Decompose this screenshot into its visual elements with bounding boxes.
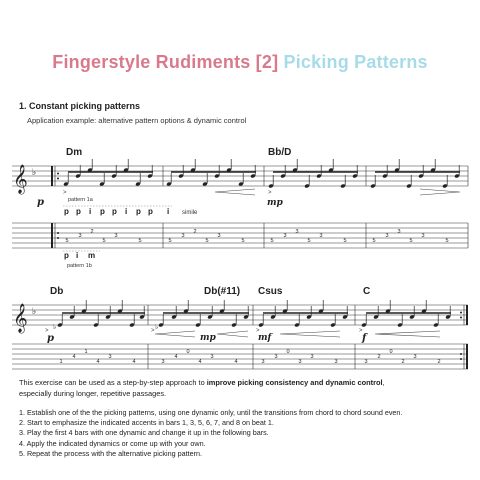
svg-text:4: 4 xyxy=(198,359,202,365)
tab-repeat-start xyxy=(52,223,59,248)
chord-symbol: Bb/D xyxy=(268,147,292,158)
svg-text:i: i xyxy=(167,207,170,216)
crescendo-hairpin xyxy=(217,331,248,337)
svg-text:3: 3 xyxy=(397,229,401,235)
svg-text:i: i xyxy=(89,207,92,216)
svg-text:p: p xyxy=(136,207,141,216)
svg-text:5: 5 xyxy=(307,238,311,244)
svg-text:5: 5 xyxy=(138,238,142,244)
emphasis-text: improve picking consistency and dynamic control xyxy=(206,378,383,387)
svg-text:3: 3 xyxy=(310,354,314,360)
measure-notes xyxy=(258,300,348,327)
svg-text:3: 3 xyxy=(319,233,323,239)
svg-text:3: 3 xyxy=(114,233,118,239)
svg-text:3: 3 xyxy=(181,233,185,239)
svg-text:4: 4 xyxy=(132,359,136,365)
key-signature-flat-icon: ♭ xyxy=(32,307,37,317)
svg-text:0: 0 xyxy=(389,349,393,355)
measure-notes xyxy=(361,300,451,327)
section-heading: 1. Constant picking patterns xyxy=(19,101,141,111)
dynamic-marking: p xyxy=(47,333,54,344)
simile-marking: simile xyxy=(182,210,198,216)
svg-text:1: 1 xyxy=(84,349,88,355)
svg-text:i: i xyxy=(125,207,128,216)
exercise-description: This exercise can be used as a step-by-step approach to improve picking consistency and dynamic control, especially during longer, repetitive passages. xyxy=(19,378,385,398)
picking-pattern-1a xyxy=(64,207,169,216)
chord-symbol: Db xyxy=(50,286,64,297)
svg-text:2: 2 xyxy=(401,359,405,365)
svg-text:3: 3 xyxy=(334,359,338,365)
system-1 xyxy=(12,147,468,269)
svg-text:>: > xyxy=(151,328,155,334)
svg-text:>: > xyxy=(256,328,260,334)
svg-text:4: 4 xyxy=(234,359,238,365)
system-2 xyxy=(12,286,468,369)
svg-text:2: 2 xyxy=(377,354,381,360)
svg-text:♭: ♭ xyxy=(155,324,159,331)
svg-text:4: 4 xyxy=(72,354,76,360)
svg-text:3: 3 xyxy=(108,354,112,360)
svg-text:5: 5 xyxy=(270,238,274,244)
svg-text:p: p xyxy=(112,207,117,216)
dynamic-marking: mf xyxy=(258,333,272,343)
svg-text:5: 5 xyxy=(409,238,413,244)
crescendo-hairpin xyxy=(280,331,340,337)
svg-text:5: 5 xyxy=(168,238,172,244)
tab-numbers xyxy=(65,229,448,244)
key-signature-flat-icon: ♭ xyxy=(32,168,37,178)
svg-text:p: p xyxy=(64,207,69,216)
list-item: 3. Play the first 4 bars with one dynamic and change it up in the following bars. xyxy=(19,428,269,438)
svg-text:m: m xyxy=(88,251,96,260)
measure-notes xyxy=(155,300,249,331)
decrescendo-hairpin xyxy=(420,189,460,195)
dynamic-marking: mp xyxy=(267,198,283,208)
tab-staff-lines xyxy=(12,344,468,369)
chord-symbol: Db(#11) xyxy=(204,286,241,297)
svg-text:5: 5 xyxy=(372,238,376,244)
title-part-2: Picking Patterns xyxy=(283,52,428,72)
svg-text:>: > xyxy=(359,328,363,334)
svg-text:5: 5 xyxy=(241,238,245,244)
svg-text:>: > xyxy=(45,328,49,334)
crescendo-hairpin xyxy=(375,331,440,337)
svg-text:3: 3 xyxy=(78,233,82,239)
svg-text:4: 4 xyxy=(174,354,178,360)
pattern-1a-label: pattern 1a xyxy=(68,197,93,203)
svg-text:p: p xyxy=(148,207,153,216)
measure-notes xyxy=(53,300,145,331)
crescendo-hairpin xyxy=(155,331,195,337)
svg-text:p: p xyxy=(100,207,105,216)
section-subtitle: Application example: alternative pattern options & dynamic control xyxy=(27,116,247,125)
svg-text:5: 5 xyxy=(65,238,69,244)
measure-notes xyxy=(268,159,358,188)
svg-text:3: 3 xyxy=(261,359,265,365)
svg-text:3: 3 xyxy=(295,229,299,235)
title-part-1: Fingerstyle Rudiments [2] xyxy=(52,52,279,72)
svg-text:5: 5 xyxy=(445,238,449,244)
svg-text:i: i xyxy=(76,251,79,260)
svg-text:2: 2 xyxy=(193,229,197,235)
measure-notes xyxy=(370,159,460,188)
chord-symbol: Dm xyxy=(66,147,83,158)
svg-text:2: 2 xyxy=(90,229,94,235)
list-item: 1. Establish one of the the picking patterns, using one dynamic only, until the transitions from chord to chord sound even. xyxy=(19,408,403,417)
svg-text:5: 5 xyxy=(205,238,209,244)
pattern-1b-label: pattern 1b xyxy=(67,263,92,269)
list-item: 2. Start to emphasize the indicated accents in bars 1, 3, 5, 6, 7, and 8 on beat 1. xyxy=(19,418,274,428)
tab-numbers xyxy=(59,349,440,365)
svg-text:3: 3 xyxy=(413,354,417,360)
staff-lines xyxy=(12,305,468,325)
svg-text:2: 2 xyxy=(437,359,441,365)
svg-text:♭: ♭ xyxy=(53,324,57,331)
svg-text:3: 3 xyxy=(161,359,165,365)
svg-text:3: 3 xyxy=(385,233,389,239)
instruction-steps xyxy=(19,408,474,459)
svg-text:3: 3 xyxy=(421,233,425,239)
svg-text:0: 0 xyxy=(186,349,190,355)
svg-text:0: 0 xyxy=(286,349,290,355)
svg-text:1: 1 xyxy=(59,359,63,365)
treble-clef-icon: 𝄞 xyxy=(13,303,28,332)
svg-text:4: 4 xyxy=(96,359,100,365)
svg-text:3: 3 xyxy=(298,359,302,365)
svg-text:5: 5 xyxy=(102,238,106,244)
tab-repeat-end xyxy=(460,344,467,369)
measure-notes xyxy=(63,159,153,186)
accent-mark: > xyxy=(63,190,67,196)
treble-clef-icon: 𝄞 xyxy=(13,164,28,193)
svg-text:3: 3 xyxy=(217,233,221,239)
chord-symbol: C xyxy=(363,286,371,297)
dynamic-marking: p xyxy=(37,197,44,208)
accent-mark: > xyxy=(268,190,272,196)
svg-text:3: 3 xyxy=(274,354,278,360)
svg-text:3: 3 xyxy=(283,233,287,239)
dynamic-marking: mp xyxy=(200,333,216,343)
list-item: 4. Apply the indicated dynamics or come up with your own. xyxy=(19,438,206,448)
svg-text:p: p xyxy=(64,251,69,260)
svg-text:p: p xyxy=(76,207,81,216)
measure-notes xyxy=(166,159,256,186)
list-item: 5. Repeat the process with the alternative picking pattern. xyxy=(19,448,202,458)
svg-text:3: 3 xyxy=(210,354,214,360)
svg-text:5: 5 xyxy=(343,238,347,244)
picking-pattern-1b xyxy=(64,251,95,260)
crescendo-hairpin xyxy=(215,189,255,195)
dynamic-marking: f xyxy=(362,333,367,344)
chord-symbol: Csus xyxy=(258,286,283,297)
svg-text:3: 3 xyxy=(364,359,368,365)
